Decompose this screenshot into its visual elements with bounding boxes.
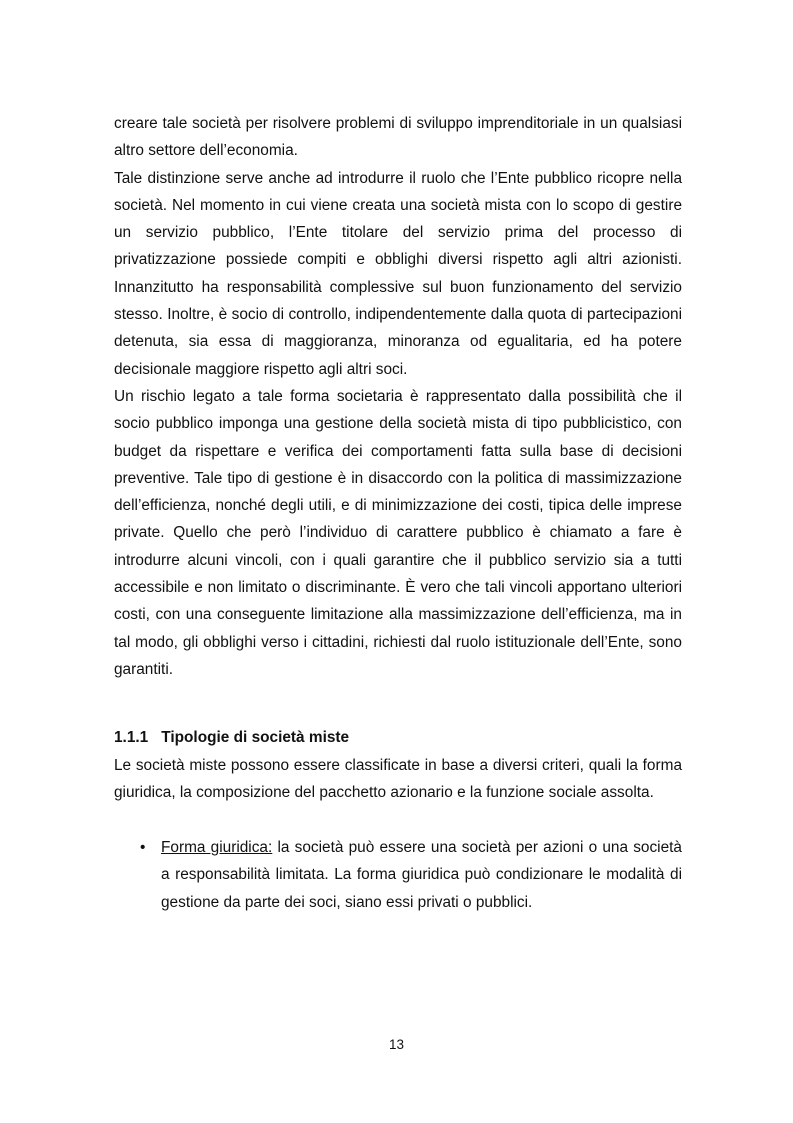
bullet-icon: • [140,839,146,857]
document-page [114,110,682,916]
list-item-lead: Forma giuridica: [161,839,273,857]
paragraph-public-entity-role: Tale distinzione serve anche ad introdurre il ruolo che l’Ente pubblico ricopre nella società. Nel momento in cui viene creata una società mista con lo scopo di gestire un servizio pubblico, l’Ente titolare del servizio prima del processo di privatizzazione possiede compiti e obblighi diversi rispetto agli altri azionisti. Innanzitutto ha responsabilità complessive sul buon funzionamento del servizio stesso. Inoltre, è socio di controllo, indipendentemente dalla quota di partecipazioni detenuta, sia essa di maggioranza, minoranza od egualitaria, ed ha potere decisionale maggiore rispetto agli altri soci. [114,169,682,378]
spacer [114,806,682,834]
spacer [114,683,682,724]
list-item-body: la società può essere una società per azioni o una società a responsabilità limitata. La forma giuridica può condizionare le modalità di gestione da parte dei soci, siano essi privati o pubblici. [161,839,682,911]
section-intro: Le società miste possono essere classificate in base a diversi criteri, quali la forma giuridica, la composizione del pacchetto azionario e la funzione sociale assolta. [114,756,682,801]
list-item [114,834,682,916]
section-number: 1.1.1 [114,729,149,747]
paragraph-risk: Un rischio legato a tale forma societaria è rappresentato dalla possibilità che il socio pubblico imponga una gestione della società mista di tipo pubblicistico, con budget da rispettare e verifica dei comportamenti fatta sulla base di decisioni preventive. Tale tipo di gestione è in disaccordo con la politica di massimizzazione dell’efficienza, nonché degli utili, e di minimizzazione dei costi, tipica delle imprese private. Quello che però l’individuo di carattere pubblico è chiamato a fare è introdurre alcuni vincoli, con i quali garantire che il pubblico servizio sia a tutti accessibile e non limitato o discriminante. È vero che tali vincoli apportano ulteriori costi, con una conseguente limitazione alla massimizzazione dell’efficienza, ma in tal modo, gli obblighi verso i cittadini, richiesti dal ruolo istituzionale dell’Ente, sono garantiti. [114,387,682,678]
paragraph-continuation: creare tale società per risolvere problemi di sviluppo imprenditoriale in un qualsiasi altro settore dell’economia. [114,115,682,160]
section-title: Tipologie di società miste [161,729,350,747]
section-heading [114,724,682,751]
list-item-text [161,834,682,916]
page-number: 13 [388,1037,405,1052]
